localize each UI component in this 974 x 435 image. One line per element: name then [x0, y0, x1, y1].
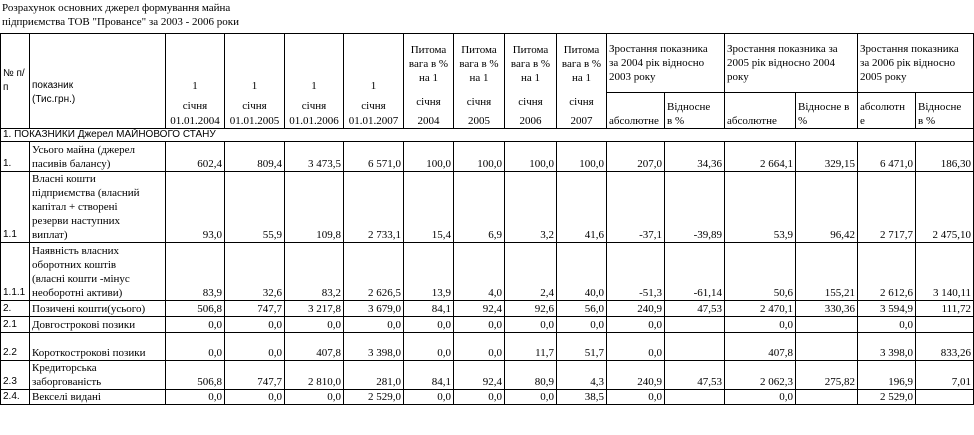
row-value: 2 529,0	[344, 390, 404, 405]
growth-line: 2003 року	[609, 71, 656, 83]
weight-line: на 1	[571, 72, 592, 84]
row-number: 1.	[1, 142, 30, 172]
row-value: 47,53	[665, 301, 725, 317]
row-value: 6 471,0	[858, 142, 916, 172]
header-weight-year-2006: 2006	[505, 113, 557, 129]
row-value: 0,0	[404, 333, 454, 361]
row-number: 2.3	[1, 361, 30, 390]
row-value	[796, 390, 858, 405]
indicator-line: оборотних коштів	[32, 259, 117, 271]
row-value: 0,0	[607, 317, 665, 333]
row-value: 809,4	[225, 142, 285, 172]
row-value: 100,0	[404, 142, 454, 172]
row-value: 38,5	[557, 390, 607, 405]
row-value: 93,0	[166, 172, 225, 243]
header-date-3-a: 1	[285, 34, 344, 93]
indicator-line: Довгострокові позики	[32, 319, 136, 331]
weight-line: Питома	[563, 44, 600, 56]
row-value: 2 717,7	[858, 172, 916, 243]
indicator-line: Векселі видані	[32, 391, 101, 403]
row-value: 84,1	[404, 361, 454, 390]
indicator-line: капітал + створені	[32, 201, 118, 213]
row-value: 0,0	[225, 317, 285, 333]
row-value	[796, 317, 858, 333]
row-value: 330,36	[796, 301, 858, 317]
rel-line: Відносне	[918, 101, 962, 113]
indicator-line: необоротні активи)	[32, 287, 123, 299]
row-value: 56,0	[557, 301, 607, 317]
header-rel-2004	[665, 93, 725, 129]
header-rel-2005	[796, 93, 858, 129]
row-value: 0,0	[607, 390, 665, 405]
weight-line: січня	[416, 96, 441, 108]
rel-line: в %	[667, 115, 685, 127]
row-value: 407,8	[725, 333, 796, 361]
row-value: 747,7	[225, 301, 285, 317]
row-value: 53,9	[725, 172, 796, 243]
row-value: 186,30	[916, 142, 974, 172]
row-value: 0,0	[454, 390, 505, 405]
row-value: 0,0	[166, 390, 225, 405]
header-abs-2006	[858, 93, 916, 129]
header-weight-year-2004: 2004	[404, 113, 454, 129]
row-value: 196,9	[858, 361, 916, 390]
row-indicator-name	[30, 301, 166, 317]
row-value: 0,0	[404, 390, 454, 405]
row-value: 96,42	[796, 172, 858, 243]
indicator-line: заборгованість	[32, 376, 102, 388]
row-number: 1.1	[1, 172, 30, 243]
table-row	[1, 317, 974, 333]
table-row	[1, 172, 974, 243]
weight-line: січня	[518, 96, 543, 108]
header-growth-2006	[858, 34, 974, 93]
row-indicator-name	[30, 333, 166, 361]
header-indicator: показник	[30, 34, 166, 93]
row-value: 2 529,0	[858, 390, 916, 405]
header-date-2-b: січня	[225, 93, 285, 113]
row-value: 92,4	[454, 361, 505, 390]
header-rel-2006	[916, 93, 974, 129]
indicator-line: Усього майна (джерел	[32, 144, 135, 156]
header-weight-2005	[454, 34, 505, 113]
row-value: 2 612,6	[858, 243, 916, 301]
indicator-line: Короткострокові позики	[32, 347, 146, 359]
row-value: 155,21	[796, 243, 858, 301]
row-value: 833,26	[916, 333, 974, 361]
header-num: № п/п	[1, 34, 30, 129]
row-value	[665, 317, 725, 333]
header-date-4-a: 1	[344, 34, 404, 93]
row-value: -39,89	[665, 172, 725, 243]
growth-line: 2005 року	[860, 71, 907, 83]
header-weight-year-2007: 2007	[557, 113, 607, 129]
row-value: 2 626,5	[344, 243, 404, 301]
header-date-1-a: 1	[166, 34, 225, 93]
row-value: 83,9	[166, 243, 225, 301]
row-value: 3 594,9	[858, 301, 916, 317]
header-abs-2004: абсолютне	[607, 93, 665, 129]
row-value: 0,0	[404, 317, 454, 333]
row-value: 92,4	[454, 301, 505, 317]
header-date-4-c: 01.01.2007	[344, 113, 404, 129]
indicator-line: підприємства (власний	[32, 187, 140, 199]
growth-line: року	[727, 71, 749, 83]
row-value: 50,6	[725, 243, 796, 301]
row-value: -37,1	[607, 172, 665, 243]
row-value: 3 679,0	[344, 301, 404, 317]
header-weight-2004	[404, 34, 454, 113]
row-indicator-name	[30, 361, 166, 390]
row-value: 84,1	[404, 301, 454, 317]
weight-line: січня	[466, 96, 492, 108]
row-value: 13,9	[404, 243, 454, 301]
row-value	[796, 333, 858, 361]
header-growth-2004	[607, 34, 725, 93]
growth-line: Зростання показника за	[727, 43, 838, 55]
rel-line: Відносне	[667, 101, 711, 113]
row-value: 275,82	[796, 361, 858, 390]
indicator-line: Власні кошти	[32, 173, 96, 185]
row-value: 11,7	[505, 333, 557, 361]
indicator-line: пасивів балансу)	[32, 158, 111, 170]
header-growth-2005	[725, 34, 858, 93]
row-value: 111,72	[916, 301, 974, 317]
indicator-line: виплат)	[32, 229, 68, 241]
header-weight-2006	[505, 34, 557, 113]
row-value: 32,6	[225, 243, 285, 301]
row-value: 6,9	[454, 172, 505, 243]
row-value: 329,15	[796, 142, 858, 172]
header-date-4-b: січня	[344, 93, 404, 113]
header-abs-2005: абсолютне	[725, 93, 796, 129]
rel-line: в %	[918, 115, 936, 127]
table-row	[1, 142, 974, 172]
row-value: 281,0	[344, 361, 404, 390]
row-value	[665, 390, 725, 405]
growth-line: за 2006 рік відносно	[860, 57, 956, 69]
row-value: 0,0	[166, 333, 225, 361]
report-title-line-2: підприємства ТОВ "Провансе" за 2003 - 2006 роки	[2, 16, 239, 28]
row-value: 2 810,0	[285, 361, 344, 390]
table-row	[1, 390, 974, 405]
row-number: 2.4.	[1, 390, 30, 405]
row-value: 0,0	[166, 317, 225, 333]
weight-line: січня	[569, 96, 594, 108]
header-date-1-b: січня	[166, 93, 225, 113]
header-date-3-c: 01.01.2006	[285, 113, 344, 129]
row-value: 83,2	[285, 243, 344, 301]
row-value: 3 398,0	[344, 333, 404, 361]
row-value: 506,8	[166, 361, 225, 390]
row-indicator-name	[30, 142, 166, 172]
row-value: 0,0	[285, 390, 344, 405]
header-date-3-b: січня	[285, 93, 344, 113]
section-title: 1. ПОКАЗНИКИ Джерел МАЙНОВОГО СТАНУ	[1, 129, 974, 142]
row-indicator-name	[30, 243, 166, 301]
row-value: 240,9	[607, 301, 665, 317]
row-value: 109,8	[285, 172, 344, 243]
row-value: 2 470,1	[725, 301, 796, 317]
growth-line: за 2004 рік відносно	[609, 57, 705, 69]
row-value: 0,0	[225, 333, 285, 361]
row-value: 47,53	[665, 361, 725, 390]
row-value: 80,9	[505, 361, 557, 390]
row-value: 602,4	[166, 142, 225, 172]
row-value: 4,0	[454, 243, 505, 301]
weight-line: на 1	[469, 72, 489, 84]
row-value: 34,36	[665, 142, 725, 172]
row-value: 100,0	[505, 142, 557, 172]
weight-line: на 1	[520, 72, 541, 84]
header-weight-2007	[557, 34, 607, 113]
row-number: 2.2	[1, 333, 30, 361]
row-value: 3 398,0	[858, 333, 916, 361]
row-value: 506,8	[166, 301, 225, 317]
table-row	[1, 301, 974, 317]
row-value: 0,0	[725, 390, 796, 405]
rel-line: %	[798, 115, 808, 127]
weight-line: Питома	[410, 44, 447, 56]
row-value: -61,14	[665, 243, 725, 301]
row-value: 3 473,5	[285, 142, 344, 172]
row-value: 7,01	[916, 361, 974, 390]
row-number: 2.1	[1, 317, 30, 333]
header-date-2-a: 1	[225, 34, 285, 93]
row-number: 1.1.1	[1, 243, 30, 301]
row-indicator-name	[30, 172, 166, 243]
row-value: 51,7	[557, 333, 607, 361]
indicator-line: Кредиторська	[32, 362, 97, 374]
row-value: 4,3	[557, 361, 607, 390]
row-value: 0,0	[725, 317, 796, 333]
row-value: 40,0	[557, 243, 607, 301]
row-value	[916, 317, 974, 333]
row-value: 0,0	[505, 317, 557, 333]
row-value: 3 217,8	[285, 301, 344, 317]
row-value: 0,0	[557, 317, 607, 333]
table-row	[1, 361, 974, 390]
row-indicator-name	[30, 317, 166, 333]
weight-line: вага в %	[510, 58, 551, 70]
row-value: 3,2	[505, 172, 557, 243]
row-value: 100,0	[557, 142, 607, 172]
row-value: 0,0	[285, 317, 344, 333]
header-date-1-c: 01.01.2004	[166, 113, 225, 129]
row-indicator-name	[30, 390, 166, 405]
row-value: 0,0	[607, 333, 665, 361]
row-value: 747,7	[225, 361, 285, 390]
header-units: (Тис.грн.)	[30, 93, 166, 113]
abs-line: е	[860, 115, 865, 127]
row-value: 0,0	[858, 317, 916, 333]
row-number: 2.	[1, 301, 30, 317]
growth-line: Зростання показника	[860, 43, 959, 55]
row-value: 92,6	[505, 301, 557, 317]
row-value: 55,9	[225, 172, 285, 243]
row-value: 41,6	[557, 172, 607, 243]
indicator-line: Позичені кошти(усього)	[32, 303, 146, 315]
weight-line: вага в %	[459, 58, 499, 70]
header-weight-year-2005: 2005	[454, 113, 505, 129]
weight-line: вага в %	[561, 58, 602, 70]
row-value: 0,0	[454, 333, 505, 361]
row-value: 207,0	[607, 142, 665, 172]
abs-line: абсолютн	[860, 101, 905, 113]
row-value: 407,8	[285, 333, 344, 361]
weight-line: вага в %	[408, 58, 449, 70]
sources-table	[0, 33, 974, 405]
row-value: 2,4	[505, 243, 557, 301]
row-value: 0,0	[454, 317, 505, 333]
weight-line: Питома	[461, 44, 497, 56]
row-value: 0,0	[344, 317, 404, 333]
header-date-2-c: 01.01.2005	[225, 113, 285, 129]
indicator-line: (власні кошти -мінус	[32, 273, 130, 285]
growth-line: Зростання показника	[609, 43, 708, 55]
row-value: 0,0	[505, 390, 557, 405]
row-value: 15,4	[404, 172, 454, 243]
header-blank	[30, 113, 166, 129]
weight-line: Питома	[512, 44, 549, 56]
row-value: 2 475,10	[916, 172, 974, 243]
row-value: 2 664,1	[725, 142, 796, 172]
report-title-line-1: Розрахунок основних джерел формування майна	[2, 2, 231, 14]
table-row	[1, 333, 974, 361]
row-value: 6 571,0	[344, 142, 404, 172]
row-value: 0,0	[225, 390, 285, 405]
row-value: 2 062,3	[725, 361, 796, 390]
row-value	[665, 333, 725, 361]
row-value: -51,3	[607, 243, 665, 301]
weight-line: на 1	[418, 72, 439, 84]
row-value	[916, 390, 974, 405]
indicator-line: Наявність власних	[32, 245, 120, 257]
row-value: 240,9	[607, 361, 665, 390]
row-value: 2 733,1	[344, 172, 404, 243]
table-row	[1, 243, 974, 301]
row-value: 100,0	[454, 142, 505, 172]
rel-line: Відносне в	[798, 101, 850, 113]
row-value: 3 140,11	[916, 243, 974, 301]
indicator-line: резерви наступних	[32, 215, 121, 227]
growth-line: 2005 рік відносно 2004	[727, 57, 835, 69]
